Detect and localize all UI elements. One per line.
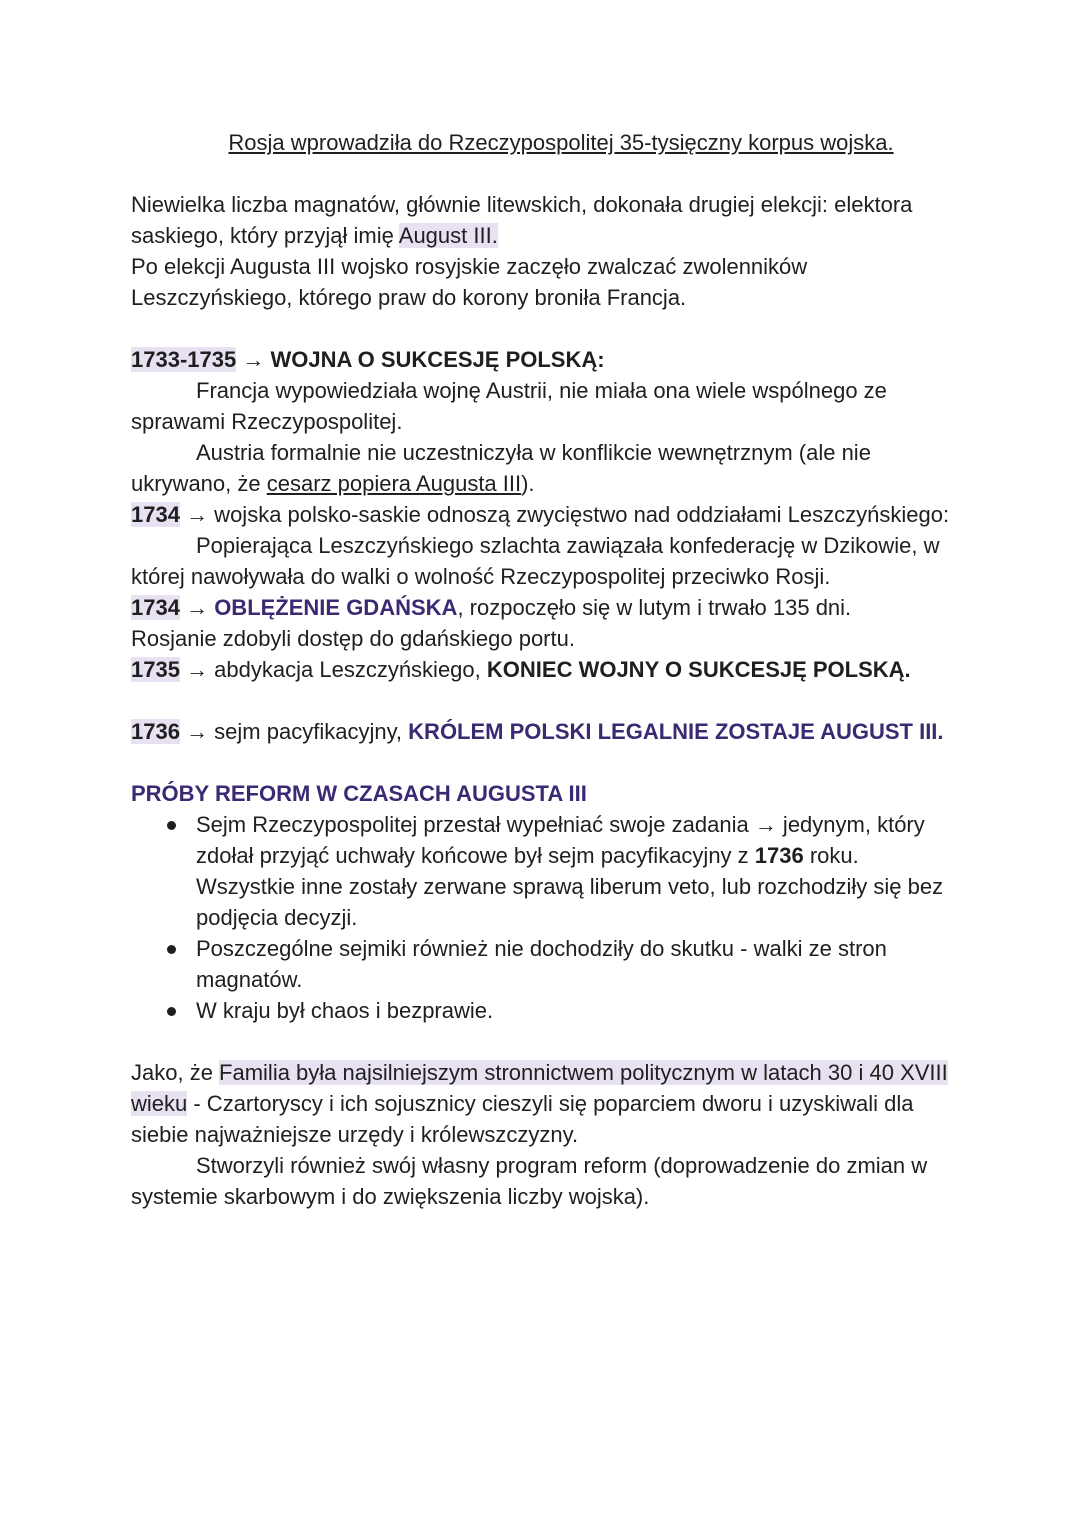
bullet-icon — [167, 945, 176, 954]
austria-paragraph — [131, 437, 961, 499]
event-text: → abdykacja Leszczyńskiego, — [179, 657, 487, 682]
event-1736-sejm — [131, 716, 961, 747]
event-1734-victory — [131, 499, 961, 530]
event-year: 1736 — [131, 719, 180, 744]
intro-headline-text: Rosja wprowadziła do Rzeczypospolitej 35-tysięczny korpus wojska. — [228, 130, 894, 155]
event-arrow: → — [179, 595, 215, 620]
list-item-year: 1736 — [754, 843, 804, 868]
bullet-icon — [167, 821, 176, 830]
event-text: → wojska polsko-saskie odnoszą zwycięstwo nad oddziałami Leszczyńskiego: — [179, 502, 950, 527]
reforms-heading: PRÓBY REFORM W CZASACH AUGUSTA III — [131, 781, 587, 806]
austria-text-a: Austria formalnie nie uczestniczyła w konflikcie wewnętrznym (ale nie ukrywano, że — [131, 440, 871, 496]
war-title: WOJNA O SUKCESJĘ POLSKĄ: — [270, 347, 605, 372]
election-followup: Po elekcji Augusta III wojsko rosyjskie zaczęło zwalczać zwolenników Leszczyńskiego, którego praw do korony broniła Francja. — [131, 254, 808, 310]
election-paragraph — [131, 189, 961, 251]
program-paragraph: Stworzyli również swój własny program reform (doprowadzenie do zmian w systemie skarbowym i do zwiększenia liczby wojska). — [131, 1153, 928, 1209]
document-page — [131, 127, 961, 1212]
austria-text-b: ). — [521, 471, 535, 496]
war-end-title: KONIEC WOJNY O SUKCESJĘ POLSKĄ. — [486, 657, 911, 682]
event-year: 1734 — [131, 595, 180, 620]
list-item-text: roku. Wszystkie inne zostały zerwane sprawą liberum veto, lub rozchodziły się bez podjęcia decyzji. — [196, 843, 944, 930]
spacer — [131, 685, 961, 716]
gdansk-title: OBLĘŻENIE GDAŃSKA — [214, 595, 458, 620]
spacer — [131, 747, 961, 778]
familia-text-a: Jako, że — [131, 1060, 220, 1085]
familia-text-b: - Czartoryscy i ich sojusznicy cieszyli się poparciem dworu i uzyskiwali dla siebie najważniejsze urzędy i królewszczyzny. — [131, 1091, 914, 1147]
list-item — [131, 809, 961, 933]
event-text: → sejm pacyfikacyjny, — [179, 719, 409, 744]
event-1735-abdication — [131, 654, 961, 685]
list-item-text: Sejm Rzeczypospolitej przestał wypełniać swoje zadania → jedynym, który zdołał przyjąć uchwały końcowe był sejm pacyfikacyjny z — [196, 812, 925, 868]
list-item — [131, 995, 961, 1026]
austria-underlined: cesarz popiera Augusta III — [266, 471, 522, 496]
list-item — [131, 933, 961, 995]
gdansk-port: Rosjanie zdobyli dostęp do gdańskiego portu. — [131, 626, 575, 651]
spacer — [131, 313, 961, 344]
august-highlight: August III. — [398, 223, 498, 248]
familia-paragraph — [131, 1057, 961, 1150]
spacer — [131, 158, 961, 189]
war-arrow: → — [236, 347, 271, 372]
election-text: Niewielka liczba magnatów, głównie litewskich, dokonała drugiej elekcji: elektora saskiego, który przyjął imię — [131, 192, 913, 248]
war-years: 1733-1735 — [131, 347, 237, 372]
intro-headline — [131, 127, 961, 158]
dzikow-paragraph: Popierająca Leszczyńskiego szlachta zawiązała konfederację w Dzikowie, w której nawoływała do walki o wolność Rzeczypospolitej przeciwko Rosji. — [131, 533, 940, 589]
spacer — [131, 1026, 961, 1057]
war-heading — [131, 344, 961, 375]
sejm-title: KRÓLEM POLSKI LEGALNIE ZOSTAJE AUGUST III. — [408, 719, 944, 744]
familia-highlight: Familia była najsilniejszym stronnictwem politycznym w latach 30 i 40 XVIII wieku — [131, 1060, 948, 1116]
list-item-text: W kraju był chaos i bezprawie. — [196, 998, 494, 1023]
event-text: , rozpoczęło się w lutym i trwało 135 dni. — [457, 595, 852, 620]
bullet-icon — [167, 1007, 176, 1016]
event-year: 1734 — [131, 502, 180, 527]
event-year: 1735 — [131, 657, 180, 682]
france-paragraph: Francja wypowiedziała wojnę Austrii, nie miała ona wiele wspólnego ze sprawami Rzeczypospolitej. — [131, 378, 887, 434]
event-1734-gdansk — [131, 592, 961, 623]
reforms-list — [131, 809, 961, 1026]
list-item-text: Poszczególne sejmiki również nie dochodziły do skutku - walki ze stron magnatów. — [196, 936, 887, 992]
